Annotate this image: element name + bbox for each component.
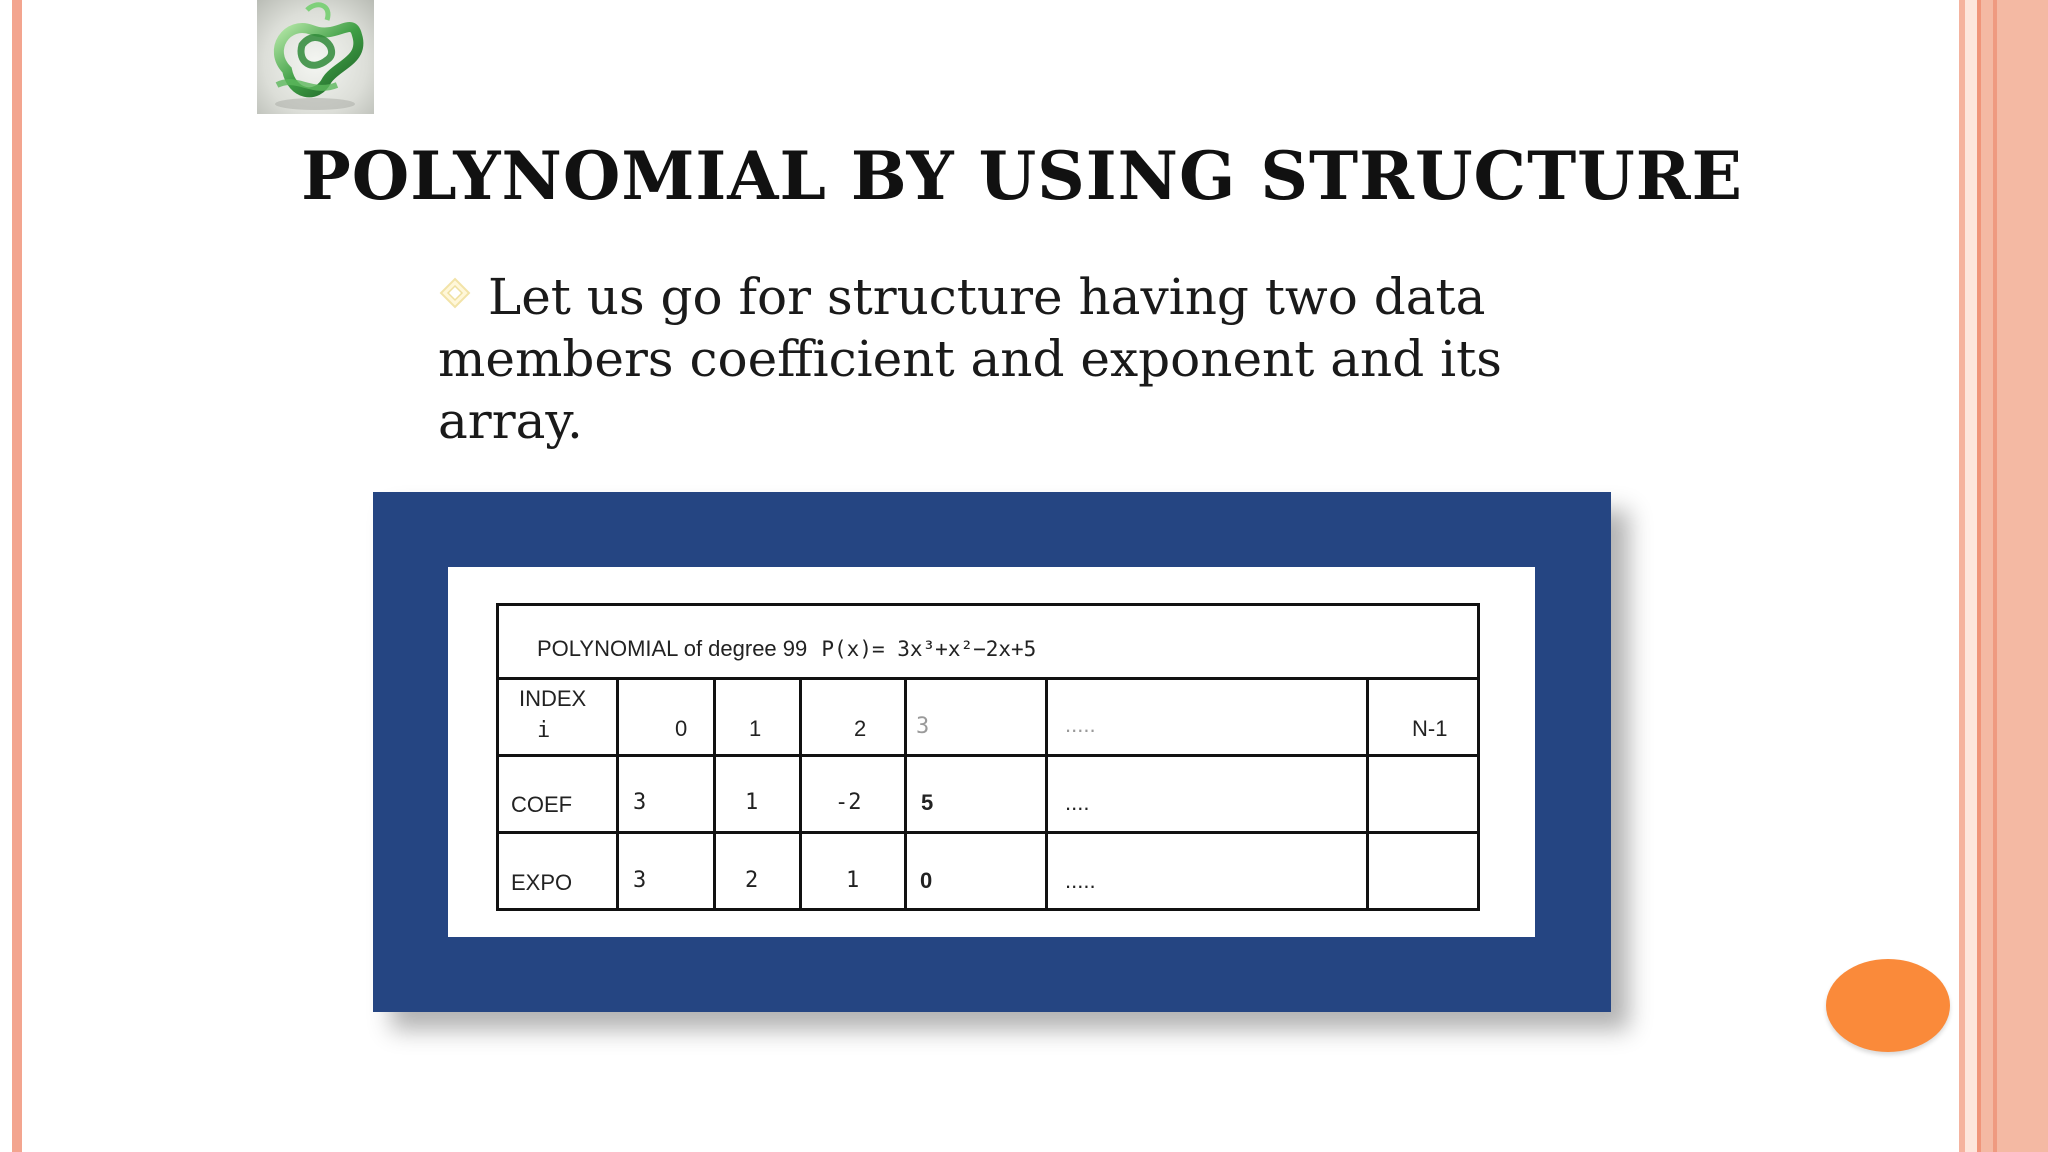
index-cell: 3 (916, 714, 930, 739)
bullet-text: Let us go for structure having two data members coefficient and exponent and its array. (438, 268, 1502, 450)
index-cell: ..... (1065, 712, 1096, 737)
row-divider (499, 754, 1477, 757)
table-caption-row (499, 606, 1477, 680)
expo-cell: 1 (846, 868, 860, 893)
index-cell: N-1 (1412, 716, 1448, 741)
slide-title-text: POLYNOMIAL BY USING STRUCTURE (301, 137, 1743, 215)
expo-cell: 3 (633, 868, 647, 893)
index-cell: 2 (854, 716, 867, 741)
coef-cell: 3 (633, 790, 647, 815)
slide-title (0, 137, 2048, 215)
coef-cell: -2 (835, 790, 862, 815)
index-header-symbol: i (537, 718, 551, 743)
coef-cell: 5 (921, 790, 934, 815)
green-glass-knot-icon (257, 0, 374, 114)
row-divider (499, 831, 1477, 834)
diamond-bullet-icon (438, 262, 472, 296)
expo-cell: 2 (745, 868, 759, 893)
polynomial-table (496, 603, 1480, 911)
index-cell: 1 (749, 716, 762, 741)
column-divider (713, 677, 716, 908)
table-caption-label: POLYNOMIAL of degree 99 (537, 636, 808, 661)
coef-cell: 1 (745, 790, 759, 815)
coef-cell: .... (1065, 790, 1090, 815)
table-caption-formula: P(x)= 3x³+x²−2x+5 (821, 637, 1037, 661)
orange-circle-icon[interactable] (1826, 959, 1950, 1052)
column-divider (616, 677, 619, 908)
expo-cell: ..... (1065, 868, 1096, 893)
table-frame (373, 492, 1611, 1012)
table-card (448, 567, 1535, 937)
column-divider (904, 677, 907, 908)
column-divider (799, 677, 802, 908)
table-caption (537, 636, 1036, 662)
column-divider (1366, 677, 1369, 908)
index-cell: 0 (675, 716, 688, 741)
expo-cell: 0 (920, 868, 933, 893)
index-header-label: INDEX (519, 686, 587, 711)
column-divider (1045, 677, 1048, 908)
expo-row-label: EXPO (511, 870, 573, 895)
bullet-paragraph (438, 262, 1538, 452)
coef-row-label: COEF (511, 792, 573, 817)
